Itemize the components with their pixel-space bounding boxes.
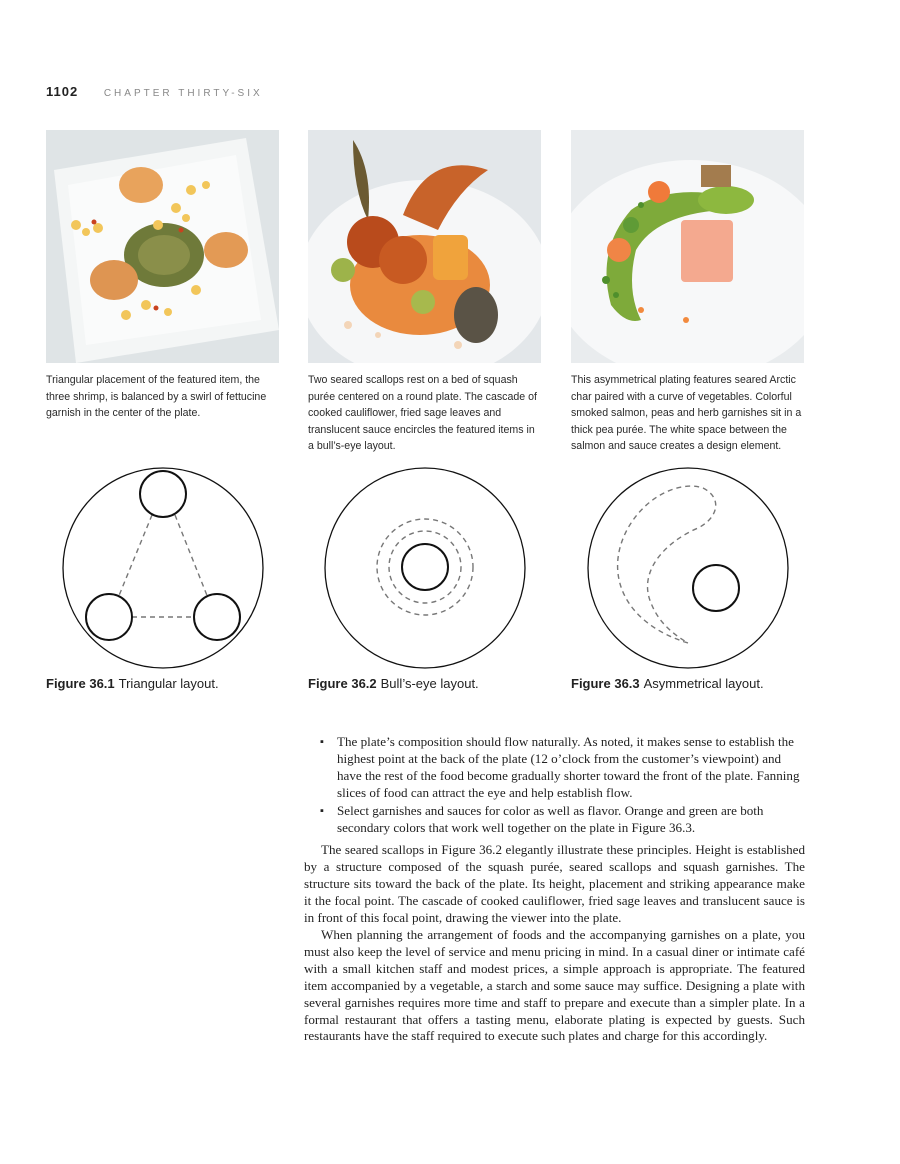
running-header bbox=[46, 84, 263, 99]
figure-label-36-2 bbox=[308, 676, 479, 691]
arctic-char-photo bbox=[571, 130, 804, 363]
figure-number: Figure 36.2 bbox=[308, 676, 377, 691]
figure-label-36-3 bbox=[571, 676, 764, 691]
triangular-layout-diagram bbox=[58, 463, 268, 673]
bullseye-layout-diagram bbox=[320, 463, 530, 673]
figure-number: Figure 36.1 bbox=[46, 676, 115, 691]
figure-title: Asymmetrical layout. bbox=[643, 676, 764, 691]
body-text bbox=[304, 734, 805, 1045]
figure-title: Triangular layout. bbox=[118, 676, 219, 691]
figure-title: Bull’s-eye layout. bbox=[380, 676, 479, 691]
page-number: 1102 bbox=[46, 84, 79, 99]
figure-number: Figure 36.3 bbox=[571, 676, 640, 691]
paragraph: When planning the arrangement of foods and the accompanying garnishes on a plate, you must also keep the level of service and menu pricing in mind. In a casual diner or intimate café with a small kitchen staff and modest prices, a simple approach is appropriate. The featured item accompanied by a vegetable, a starch and some sauce may suffice. Designing a plate with several garnishes requires more time and staff to prepare and execute than a simpler plate. In a formal restaurant that offers a tasting menu, elaborate plating is expected by guests. Such restaurants have the staff required to execute such plates and charge for this accordingly. bbox=[304, 926, 805, 1044]
asymmetrical-layout-diagram bbox=[583, 463, 793, 673]
bullet-item: ▪ Select garnishes and sauces for color as well as flavor. Orange and green are both secondary colors that work well together on the plate in Figure 36.3. bbox=[304, 803, 805, 837]
chapter-title: CHAPTER THIRTY-SIX bbox=[103, 88, 263, 99]
paragraph: The seared scallops in Figure 36.2 elegantly illustrate these principles. Height is established by a structure composed of the squash purée, seared scallops and squash garnishes. The structure sits toward the back of the plate. Its height, placement and striking appearance make it the focal point. The cascade of cooked cauliflower, fried sage leaves and translucent sauce is in front of this focal point, drawing the viewer into the plate. bbox=[304, 842, 805, 926]
bullet-list bbox=[304, 734, 805, 836]
bullet-item: ▪ The plate’s composition should flow naturally. As noted, it makes sense to establish the highest point at the back of the plate (12 o’clock from the customer’s viewpoint) and have the rest of the food become gradually shorter toward the front of the plate. Fanning slices of food can attract the eye and help establish flow. bbox=[304, 734, 805, 802]
seared-scallops-photo bbox=[308, 130, 541, 363]
caption-arctic-char: This asymmetrical plating features seared Arctic char paired with a curve of vegetables. Colorful smoked salmon, peas and herb garnishes sit in a thick pea purée. The white space between the salmon and sauce creates a design element. bbox=[571, 374, 802, 452]
caption-shrimp: Triangular placement of the featured item, the three shrimp, is balanced by a swirl of fettucine garnish in the center of the plate. bbox=[46, 374, 267, 419]
figure-label-36-1 bbox=[46, 676, 219, 691]
caption-scallops: Two seared scallops rest on a bed of squash purée centered on a round plate. The cascade of cooked cauliflower, fried sage leaves and translucent sauce encircles the featured items in a bull’s-eye layout. bbox=[308, 374, 537, 452]
shrimp-fettuccine-photo bbox=[46, 130, 279, 363]
